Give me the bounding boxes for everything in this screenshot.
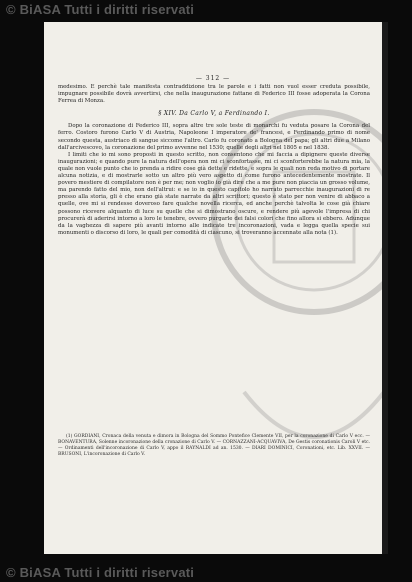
paragraph: medesimo. E perchè tale manifesta contraddizione tra le parole e i fatti non vuol esser creduta possibile, impugnare possibile dovrà avvertirsi, che nella inaugurazione fattane di Federico III fosse adoperata la Corona Ferrea di Monza. <box>58 84 370 105</box>
page-edge <box>382 22 388 554</box>
paragraph: I limiti che io mi sono proposti in questo scritto, non consentono che mi faccia a dipignere queste diverse inaugurazioni; e quando pure la natura dell'opera non mi ci sconfortasse, mi ci sconforterebbe la natura mia, la quale non vuole punto che io prenda a ridire cose già dette e ridette, e sopra le quali non reda motivo di portare alcuna notizia, e di mostrarle sotto un altro più vero aspetto di come furono antecedentemente mostrate. Il povero mestiere di compilatore non è per me; non voglio io già dire che a me pure non piaccia un grosso volume, ma parendo fatto del mio, non dell'altrui: e se io in questo capitolo ho narrato parrecchie inaugurazioni di re presso alla storia, gli è che erano già state narrate da altri scrittori; questo è stato per non venire di abbaco a quelle, ove mi si rendesse doveroso fare qualche novella ricerca, ed anche perchè talvolta le cose già chiare possono ricevere alquanto di luce su quelle che si dimostrano oscure, e rendere più agevole l'impresa di chi procurerà di aderirsi intorno a loro le tenebre, ovvero purgarle dei falsi colori che fino allora si ebbero. Adunque da la vaghezza di sapere più avanti intorno alle indicate tre incoronazioni, vada e legga quella specie sui monumenti o discorso di loro, le quali per comodità di ciascuno, si troveranno accennate alla nota (1). <box>58 151 370 236</box>
watermark-top: © BiASA Tutti i diritti riservati <box>6 2 195 17</box>
book-page <box>44 22 382 554</box>
watermark-bottom: © BiASA Tutti i diritti riservati <box>6 565 195 580</box>
body-text <box>58 84 370 237</box>
section-heading: § XIV. Da Carlo V, a Ferdinando I. <box>158 110 270 118</box>
footnote: (1) GORDIANI, Cronaca della venuta e dimora in Bologna del Sommo Pontefice Clemente VII, per la coronazione di Carlo V ecc. — BONAVENTURA, Solenne incoronazione della cronazione di Carlo V. — CORNAZZANI-ACQUAVIVA, De Gestis coronationis Caroli V etc. — Ordinamenti dell'incoronazione di Carlo V, appo il RAYNALDI ad an. 1530. — DIARI DOMINICI, Coronationi, etc. Lib. XXVII. — BRUSONI, L'incoronazione di Carlo V. <box>58 434 370 457</box>
paragraph: Dopo la coronazione di Federico III, sopra altre tre sole teste di monarchi fu veduta posare la Corona del ferro. Costoro furono Carlo V di Austria, Napoleone I imperatore de' francesi, e Ferdinando primo di nome secondo questa, austriaco di sangue siccome l'altro. Carlo fu coronato a Bologna del papa; gli altri due a Milano dall'arcivescovo, la coronazione del primo avvenne nel 1530; quelle degli altri nel 1805 e nel 1838. <box>58 123 370 151</box>
footnotes <box>58 434 370 458</box>
page-number: — 312 — <box>195 75 231 82</box>
